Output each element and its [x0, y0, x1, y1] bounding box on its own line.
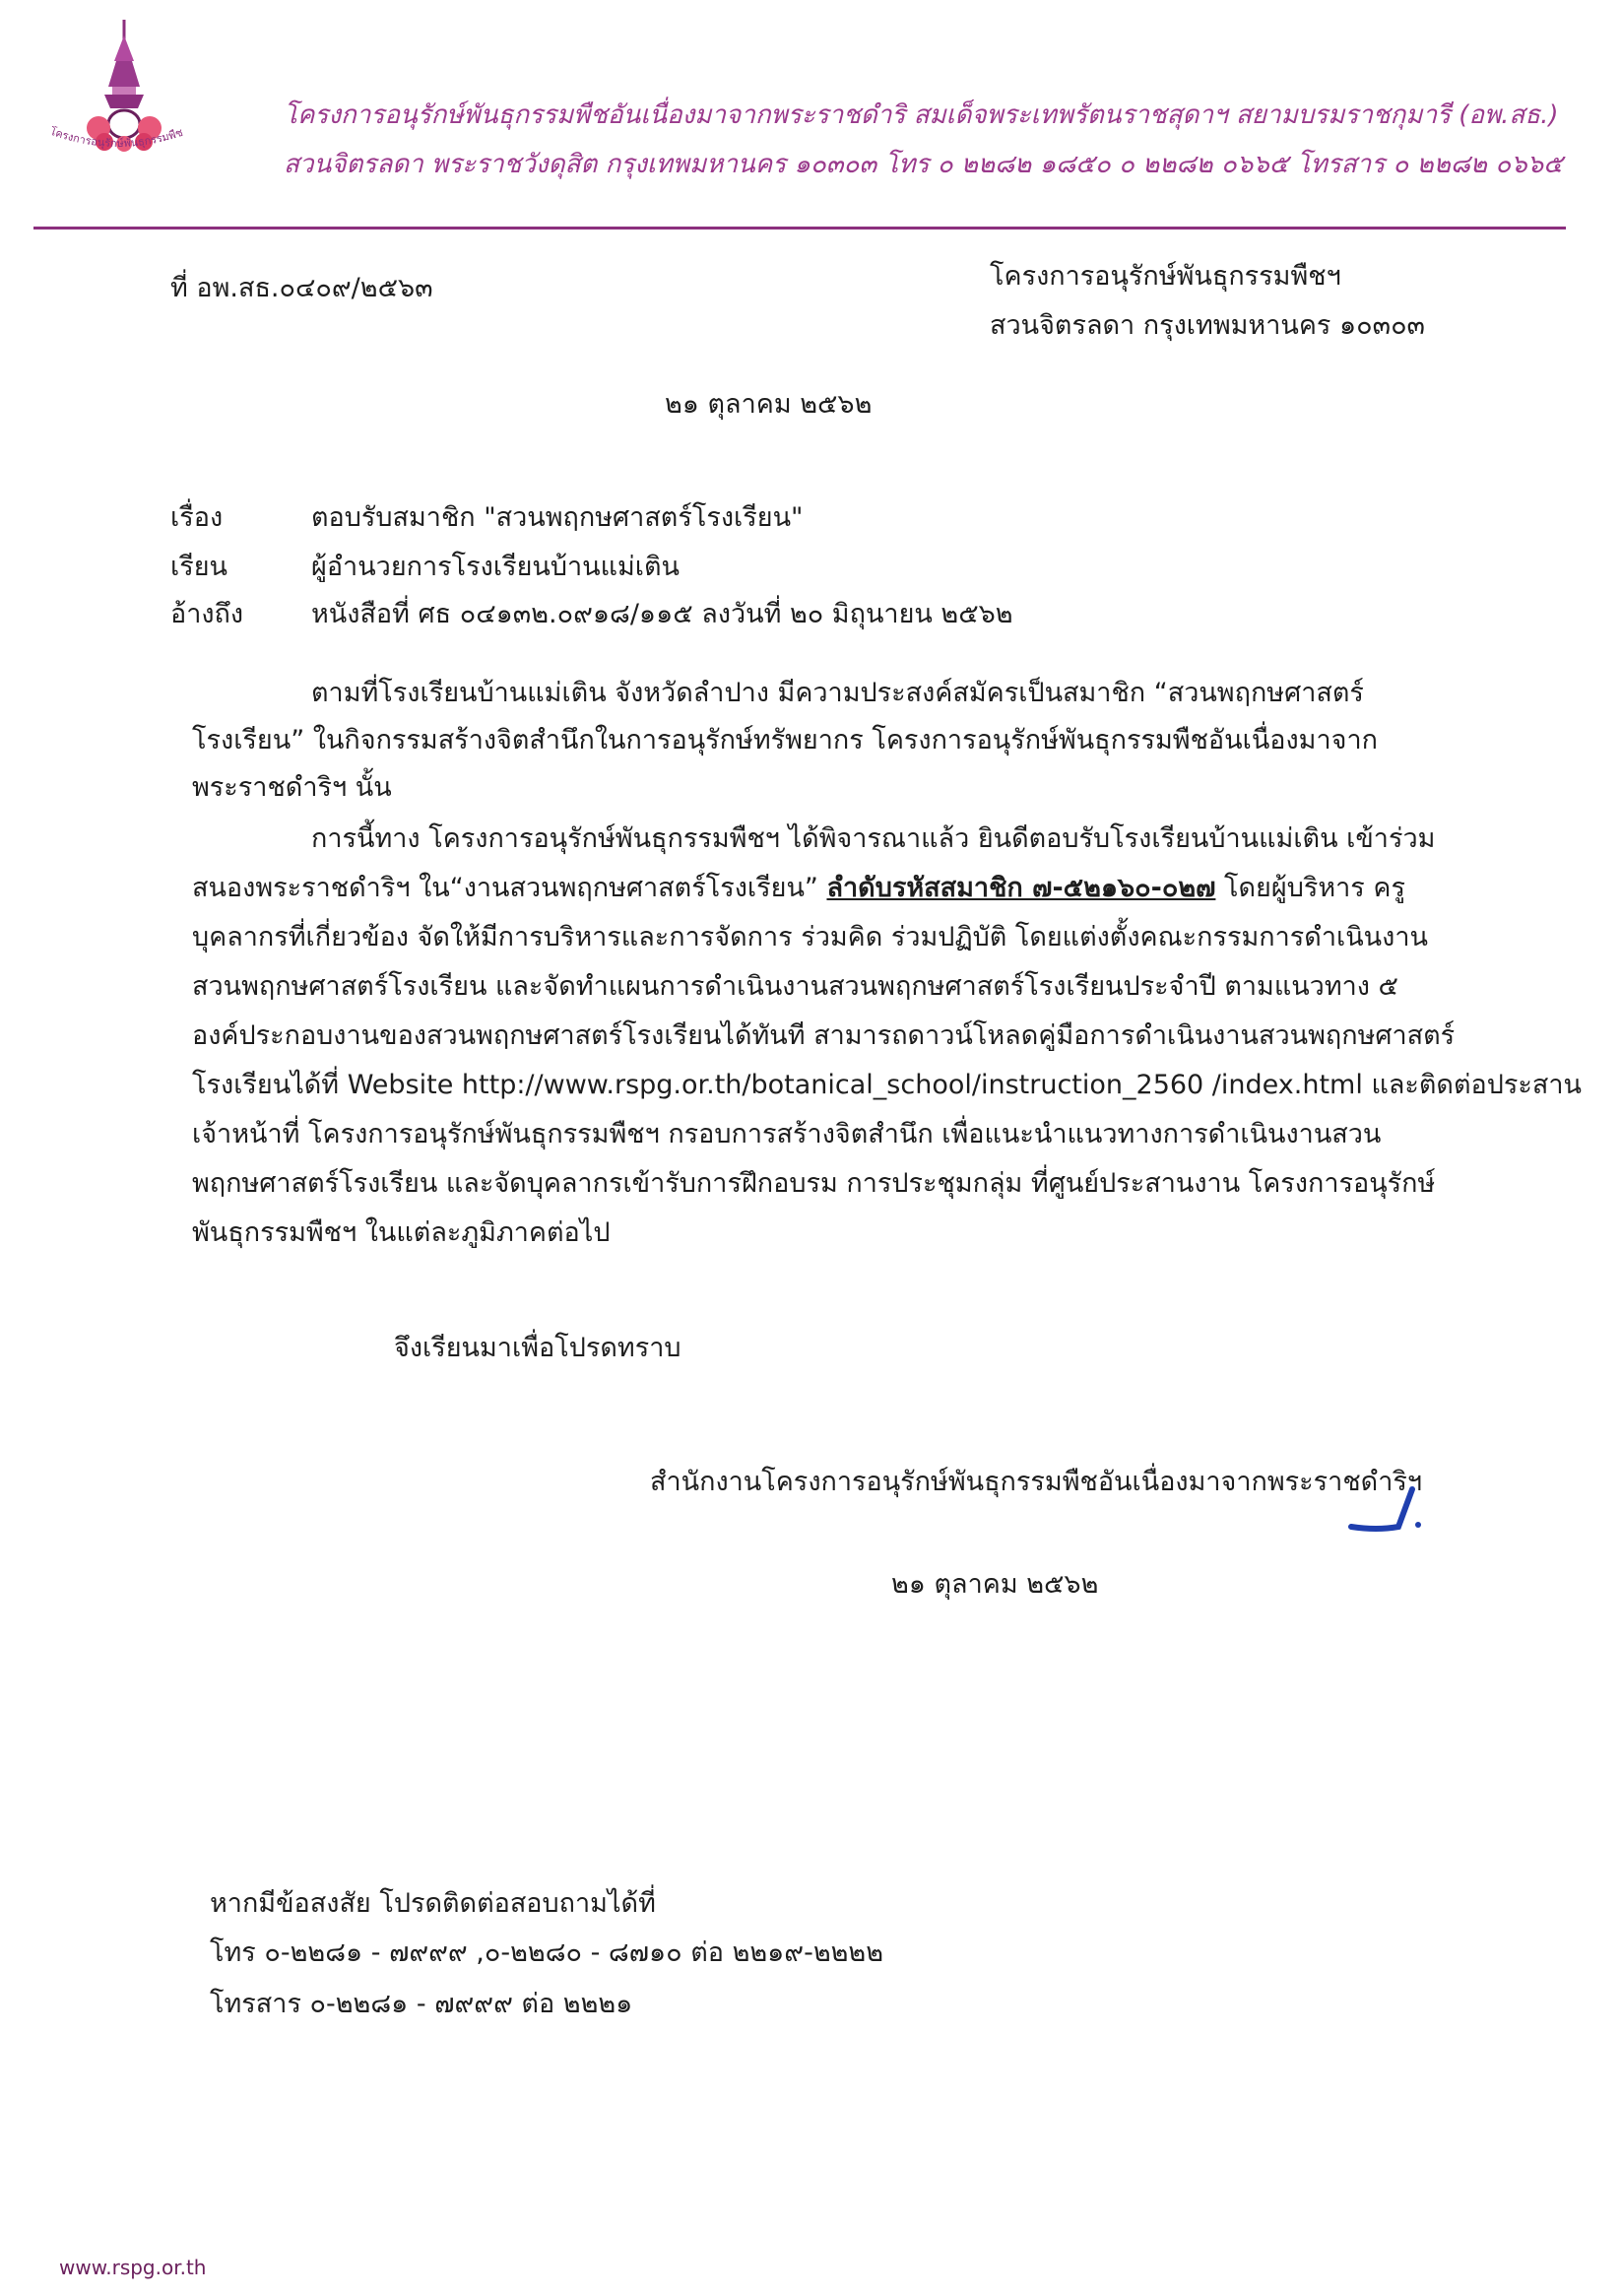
recipient-value: ผู้อำนวยการโรงเรียนบ้านแม่เติน	[311, 552, 681, 582]
org-address: สวนจิตรลดา กรุงเทพมหานคร ๑๐๓๐๓	[990, 310, 1426, 341]
signature-mark	[1347, 1468, 1426, 1546]
paragraph-2-line: การนี้ทาง โครงการอนุรักษ์พันธุกรรมพืชฯ ได้พิจารณาแล้ว ยินดีตอบรับโรงเรียนบ้านแม่เติน เข้าร่วม	[311, 823, 1436, 854]
paragraph-2-line: บุคลากรที่เกี่ยวข้อง จัดให้มีการบริหารและการจัดการ ร่วมคิด ร่วมปฏิบัติ โดยแต่งตั้งคณะกรรมการดำเนินงาน	[192, 922, 1428, 952]
recipient-label: เรียน	[170, 552, 228, 582]
paragraph-2-line: องค์ประกอบงานของสวนพฤกษศาสตร์โรงเรียนได้ทันที สามารถดาวน์โหลดคู่มือการดำเนินงานสวนพฤกษศาสตร์	[192, 1020, 1456, 1051]
paragraph-2-line: พันธุกรรมพืชฯ ในแต่ละภูมิภาคต่อไป	[192, 1217, 611, 1248]
reference-value: หนังสือที่ ศธ ๐๔๑๓๒.๐๙๑๘/๑๑๕ ลงวันที่ ๒๐ มิถุนายน ๒๕๖๒	[311, 599, 1013, 629]
paragraph-1-line: ตามที่โรงเรียนบ้านแม่เติน จังหวัดลำปาง มีความประสงค์สมัครเป็นสมาชิก “สวนพฤกษศาสตร์	[311, 678, 1364, 708]
member-code: ลำดับรหัสสมาชิก ๗-๕๒๑๖๐-๐๒๗	[826, 873, 1216, 903]
contact-fax: โทรสาร ๐-๒๒๘๑ - ๗๙๙๙ ต่อ ๒๒๒๑	[210, 1989, 633, 2019]
paragraph-2-text: โดยผู้บริหาร ครู	[1215, 873, 1405, 903]
paragraph-1-line: โรงเรียน” ในกิจกรรมสร้างจิตสำนึกในการอนุรักษ์ทรัพยากร โครงการอนุรักษ์พันธุกรรมพืชอันเนื่องมาจาก	[192, 725, 1378, 755]
emblem-caption-label: โครงการอนุรักษ์พันธุกรรมพืช	[48, 126, 185, 151]
paragraph-1-line: พระราชดำริฯ นั้น	[192, 772, 392, 803]
subject-label: เรื่อง	[170, 502, 224, 533]
reference-number: ที่ อพ.สธ.๐๔๐๙/๒๕๖๓	[170, 273, 433, 303]
emblem-caption-text	[39, 126, 197, 156]
paragraph-2-line: โรงเรียนได้ที่ Website http://www.rspg.or.th/botanical_school/instruction_2560 /index.html และติดต่อประสาน	[192, 1070, 1582, 1100]
signing-date: ๒๑ ตุลาคม ๒๕๖๒	[891, 1569, 1099, 1600]
paragraph-2-line	[192, 865, 1405, 912]
org-name: โครงการอนุรักษ์พันธุกรรมพืชฯ	[990, 261, 1341, 292]
paragraph-2-line: เจ้าหน้าที่ โครงการอนุรักษ์พันธุกรรมพืชฯ กรอบการสร้างจิตสำนึก เพื่อแนะนำแนวทางการดำเนินงานสวน	[192, 1119, 1382, 1149]
paragraph-2-text: สนองพระราชดำริฯ ใน“งานสวนพฤกษศาสตร์โรงเรียน”	[192, 873, 827, 903]
reference-label: อ้างถึง	[170, 599, 244, 629]
paragraph-2-line: สวนพฤกษศาสตร์โรงเรียน และจัดทำแผนการดำเนินงานสวนพฤกษศาสตร์โรงเรียนประจำปี ตามแนวทาง ๕	[192, 971, 1398, 1002]
letterhead-divider	[33, 227, 1566, 230]
letter-date: ๒๑ ตุลาคม ๒๕๖๒	[665, 389, 873, 420]
footer-website: www.rspg.or.th	[59, 2256, 207, 2279]
contact-phone: โทร ๐-๒๒๘๑ - ๗๙๙๙ ,๐-๒๒๘๐ - ๘๗๑๐ ต่อ ๒๒๑๙-๒๒๒๒	[210, 1937, 884, 1968]
letterhead-line-2: สวนจิตรลดา พระราชวังดุสิต กรุงเทพมหานคร ๑๐๓๐๓ โทร ๐ ๒๒๘๒ ๑๘๕๐ ๐ ๒๒๘๒ ๐๖๖๕ โทรสาร ๐ ๒๒๘๒ ๐๖๖๕	[284, 150, 1563, 179]
closing-text: จึงเรียนมาเพื่อโปรดทราบ	[394, 1333, 681, 1363]
svg-text:โครงการอนุรักษ์พันธุกรรมพืช	[48, 126, 184, 150]
signing-office: สำนักงานโครงการอนุรักษ์พันธุกรรมพืชอันเนื่องมาจากพระราชดำริฯ	[650, 1467, 1423, 1497]
subject-value: ตอบรับสมาชิก "สวนพฤกษศาสตร์โรงเรียน"	[311, 502, 804, 533]
paragraph-2-line: พฤกษศาสตร์โรงเรียน และจัดบุคลากรเข้ารับการฝึกอบรม การประชุมกลุ่ม ที่ศูนย์ประสานงาน โครงการอนุรักษ์	[192, 1168, 1436, 1199]
contact-intro: หากมีข้อสงสัย โปรดติดต่อสอบถามได้ที่	[210, 1888, 656, 1919]
letterhead-line-1: โครงการอนุรักษ์พันธุกรรมพืชอันเนื่องมาจากพระราชดำริ สมเด็จพระเทพรัตนราชสุดาฯ สยามบรมราชกุมารี (อพ.สธ.)	[284, 100, 1559, 130]
emblem-caption-arc	[39, 126, 197, 156]
